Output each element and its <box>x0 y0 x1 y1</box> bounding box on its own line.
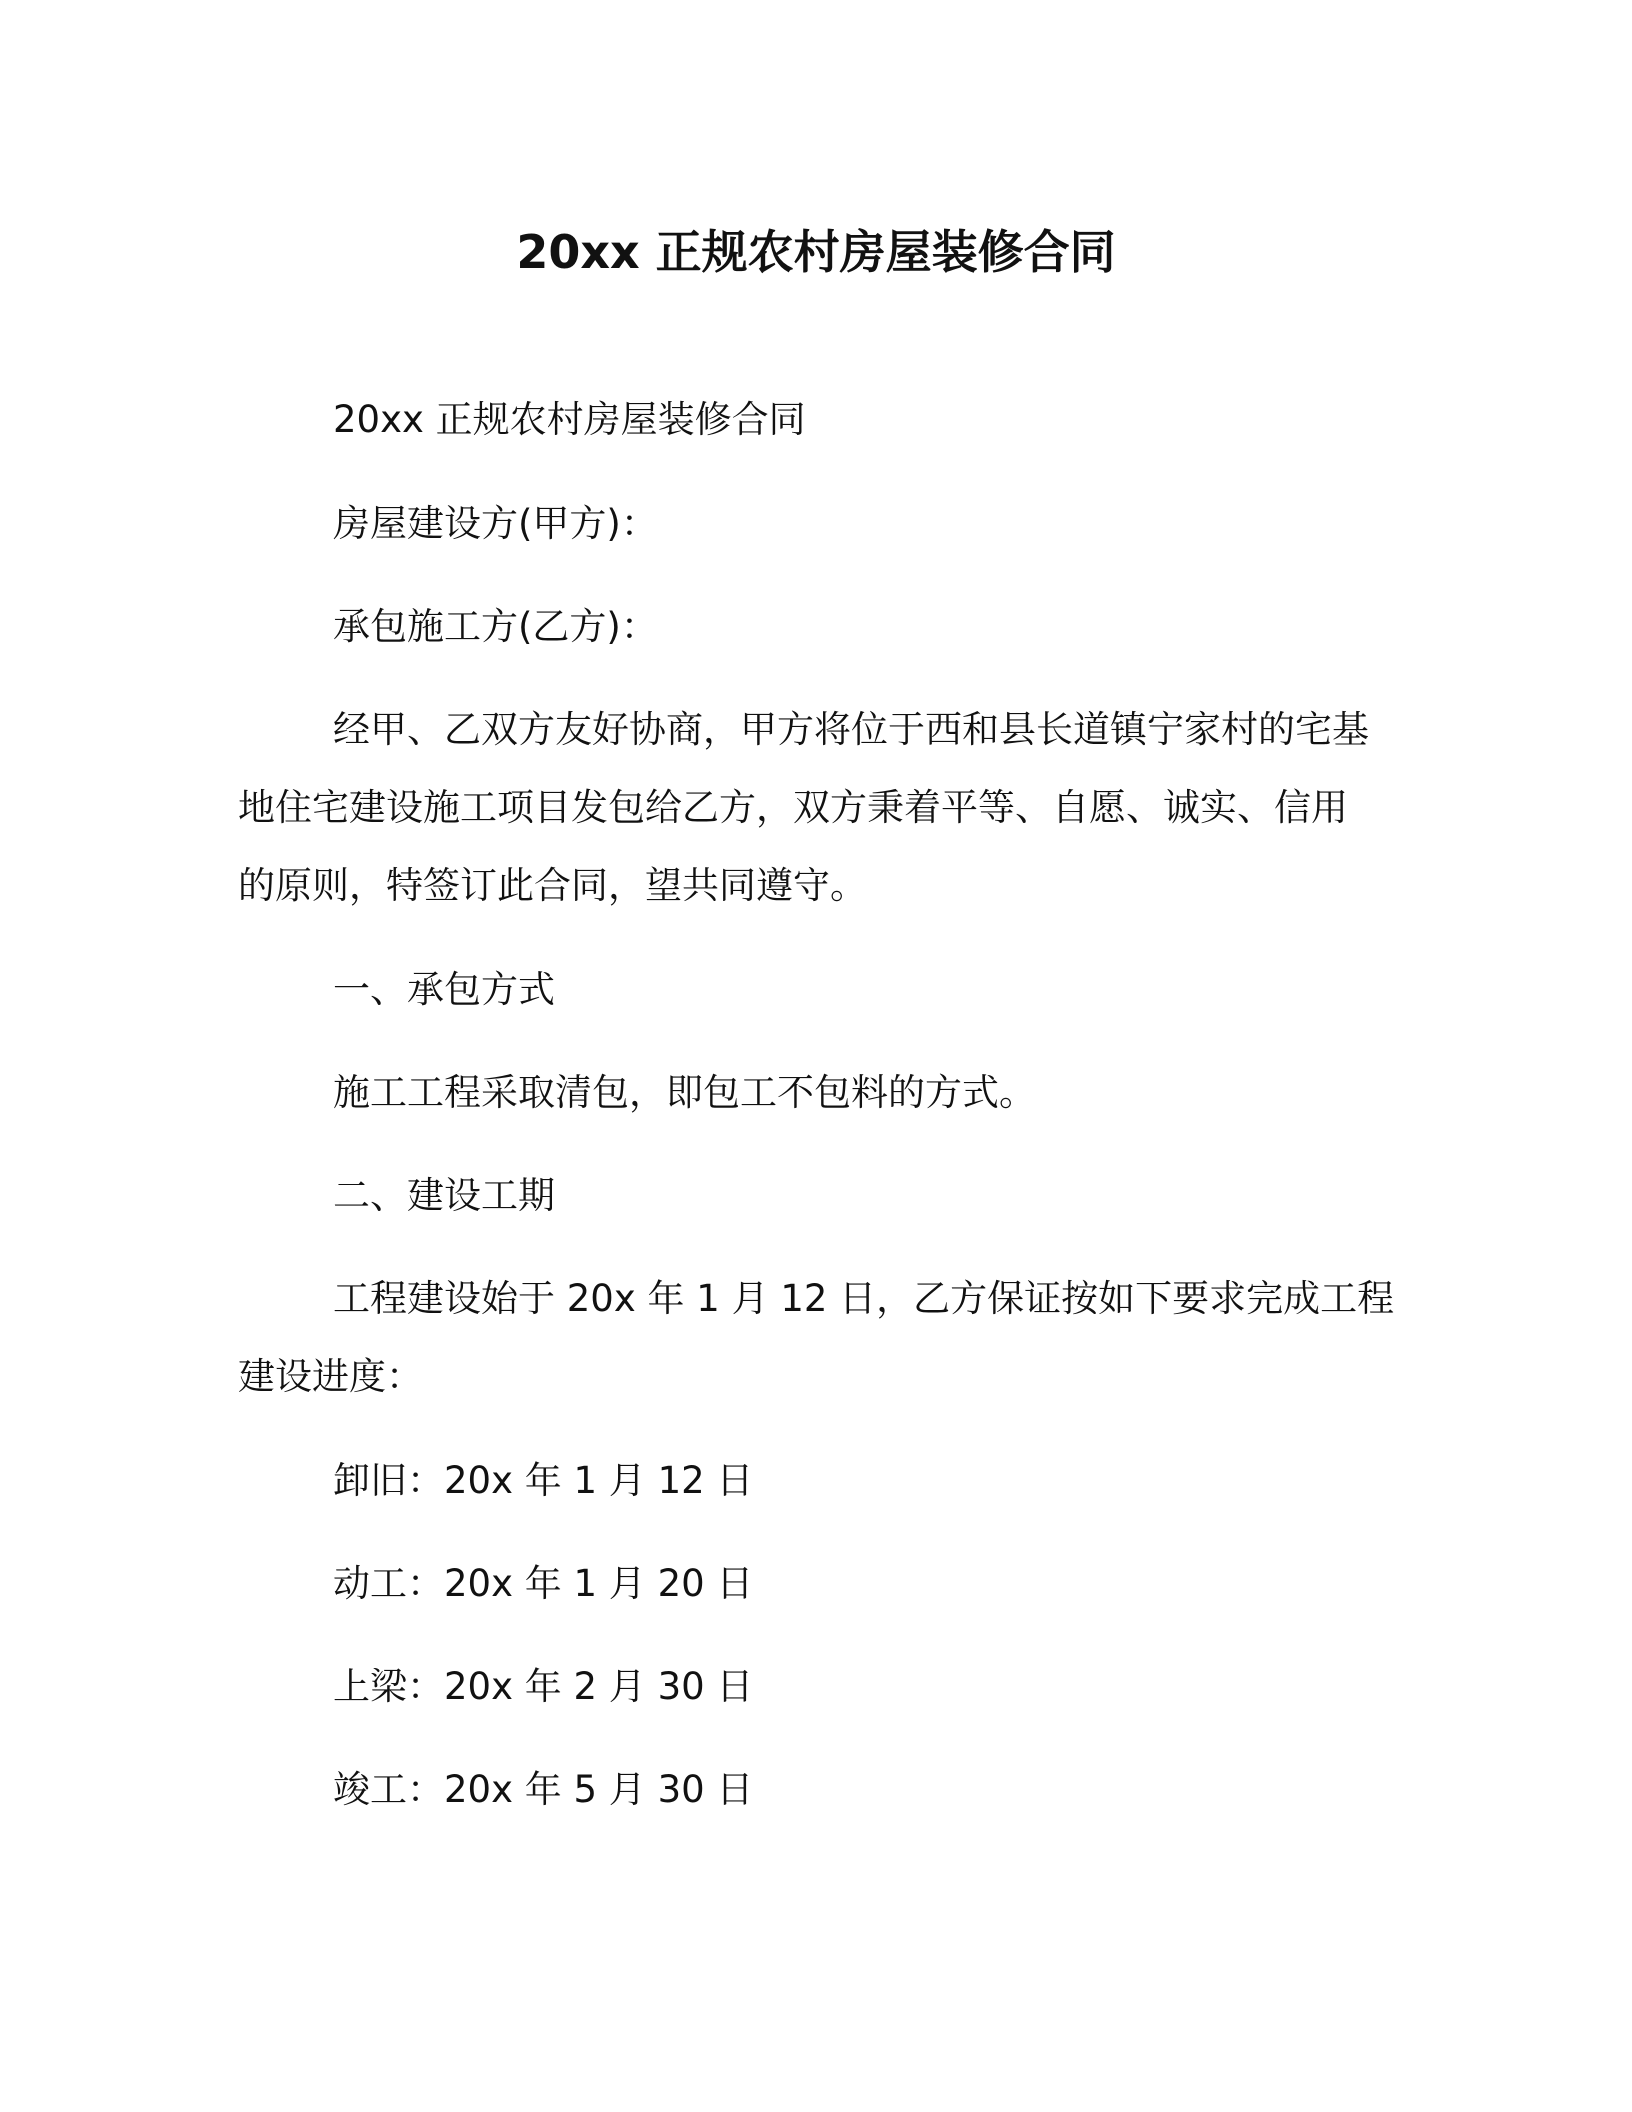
intro-line-1: 经甲、乙双方友好协商，甲方将位于西和县长道镇宁家村的宅基 <box>333 708 1369 751</box>
intro-line-3: 的原则，特签订此合同，望共同遵守。 <box>238 864 867 907</box>
section-2-heading: 二、建设工期 <box>333 1174 555 1217</box>
party-b-label: 承包施工方(乙方)： <box>333 605 658 648</box>
document-title: 20xx 正规农村房屋装修合同 <box>516 225 1116 279</box>
schedule-item-start: 动工：20x 年 1 月 20 日 <box>333 1562 754 1605</box>
section-2-text-line-2: 建设进度： <box>238 1355 423 1398</box>
schedule-item-beam: 上梁：20x 年 2 月 30 日 <box>333 1665 754 1708</box>
schedule-item-demolition: 卸旧：20x 年 1 月 12 日 <box>333 1459 754 1502</box>
section-1-heading: 一、承包方式 <box>333 968 555 1011</box>
section-2-text-line-1: 工程建设始于 20x 年 1 月 12 日，乙方保证按如下要求完成工程 <box>333 1277 1395 1320</box>
section-1-text: 施工工程采取清包，即包工不包料的方式。 <box>333 1071 1036 1114</box>
party-a-label: 房屋建设方(甲方)： <box>333 502 658 545</box>
intro-line-2: 地住宅建设施工项目发包给乙方，双方秉着平等、自愿、诚实、信用 <box>238 786 1348 829</box>
contract-subtitle: 20xx 正规农村房屋装修合同 <box>333 398 806 441</box>
schedule-item-completion: 竣工：20x 年 5 月 30 日 <box>333 1768 754 1811</box>
